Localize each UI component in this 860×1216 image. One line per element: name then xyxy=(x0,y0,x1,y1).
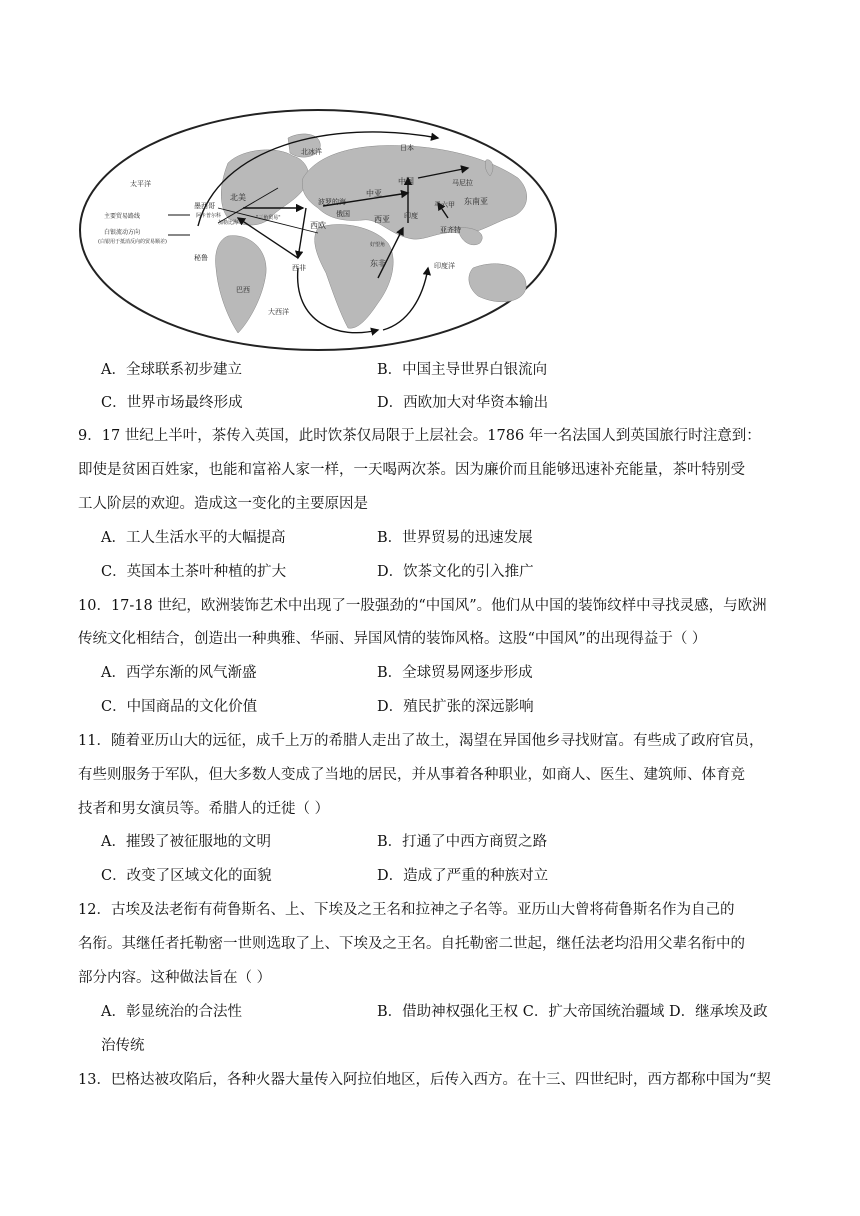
label-caribbean: 加勒比海 xyxy=(218,220,239,226)
q9-stem-line-1: 9．17 世纪上半叶，茶传入英国，此时饮茶仅局限于上层社会。1786 年一名法国人到英国旅行时注意到： xyxy=(78,428,761,444)
label-peru: 秘鲁 xyxy=(194,254,208,262)
q11-stem-line-1: 11．随着亚历山大的远征，成千上万的希腊人走出了故土，渴望在异国他乡寻找财富。有些成了政府官员， xyxy=(78,733,764,749)
label-southeast-asia: 东南亚 xyxy=(464,197,488,206)
label-mexico: 墨西哥 xyxy=(194,202,215,210)
label-brazil: 巴西 xyxy=(236,286,250,294)
q9-option-b: B．世界贸易的迅速发展 xyxy=(377,530,533,546)
q11-option-b: B．打通了中西方商贸之路 xyxy=(377,834,548,850)
q12-stem-line-3: 部分内容。这种做法旨在（ ） xyxy=(78,970,272,986)
legend-silver-note: (白银用于抵消反向的贸易顺差) xyxy=(98,239,167,245)
label-russia: 俄国 xyxy=(336,210,350,218)
label-jakarta: 亚齐特 xyxy=(440,226,461,234)
label-china: 中国 xyxy=(398,177,414,186)
q13-stem-line-1: 13．巴格达被攻陷后，各种火器大量传入阿拉伯地区，后传入西方。在十三、四世纪时，西方都称中国为“契 xyxy=(78,1072,771,1088)
label-manila: 马尼拉 xyxy=(452,179,473,187)
q8-option-b: B．中国主导世界白银流向 xyxy=(377,362,548,378)
label-west-europe: 西欧 xyxy=(310,221,326,230)
q10-option-b: B．全球贸易网逐步形成 xyxy=(377,665,533,681)
q8-option-d: D．西欧加大对华资本输出 xyxy=(377,395,549,411)
q10-option-d: D．殖民扩张的深远影响 xyxy=(377,699,534,715)
label-cape: 好望角 xyxy=(370,242,386,248)
label-triangle: "三角贸易" xyxy=(256,215,281,221)
q9-option-c: C．英国本土茶叶种植的扩大 xyxy=(101,564,287,580)
q11-option-c: C．改变了区域文化的面貌 xyxy=(101,868,272,884)
q12-option-d-continuation: 治传统 xyxy=(101,1038,145,1054)
q12-option-a: A．彰显统治的合法性 xyxy=(101,1004,242,1020)
q9-option-a: A．工人生活水平的大幅提高 xyxy=(101,530,286,546)
q11-stem-line-2: 有些则服务于军队，但大多数人变成了当地的居民，并从事着各种职业，如商人、医生、建筑师、体育竞 xyxy=(78,767,745,783)
label-indian: 印度洋 xyxy=(434,262,455,270)
q11-stem-line-3: 技者和男女演员等。希腊人的迁徙（ ） xyxy=(78,801,330,817)
world-trade-map xyxy=(78,108,558,352)
q9-stem-line-3: 工人阶层的欢迎。造成这一变化的主要原因是 xyxy=(78,496,368,512)
q10-stem-line-2: 传统文化相结合，创造出一种典雅、华丽、异国风情的装饰风格。这股“中国风”的出现得益于（ ） xyxy=(78,631,707,647)
q9-option-d: D．饮茶文化的引入推广 xyxy=(377,564,534,580)
label-north-america: 北美 xyxy=(230,193,246,202)
label-east-africa: 东非 xyxy=(370,259,386,268)
q12-stem-line-1: 12．古埃及法老衔有荷鲁斯名、上、下埃及之王名和拉神之子名等。亚历山大曾将荷鲁斯名作为自己的 xyxy=(78,902,735,918)
label-arctic: 北冰洋 xyxy=(301,148,322,156)
legend-main-route: 主要贸易路线 xyxy=(104,213,141,220)
label-baltic: 波罗的海 xyxy=(318,198,346,206)
label-atlantic: 大西洋 xyxy=(268,308,289,316)
label-west-africa: 西非 xyxy=(292,264,306,272)
q9-stem-line-2: 即使是贫困百姓家，也能和富裕人家一样，一天喝两次茶。因为廉价而且能够迅速补充能量，茶叶特别受 xyxy=(78,462,745,478)
label-pacific: 太平洋 xyxy=(130,180,151,188)
q8-option-a: A．全球联系初步建立 xyxy=(101,362,242,378)
q10-option-a: A．西学东渐的风气渐盛 xyxy=(101,665,257,681)
q12-option-bcd: B．借助神权强化王权 C．扩大帝国统治疆域 D．继承埃及政 xyxy=(377,1004,768,1020)
legend-silver-flow: 白银流动方向 xyxy=(104,229,141,236)
label-west-asia: 西亚 xyxy=(374,215,390,224)
label-central-asia: 中亚 xyxy=(366,189,382,198)
q11-option-d: D．造成了严重的种族对立 xyxy=(377,868,549,884)
q11-option-a: A．摧毁了被征服地的文明 xyxy=(101,834,271,850)
label-japan: 日本 xyxy=(400,144,414,152)
q10-option-c: C．中国商品的文化价值 xyxy=(101,699,258,715)
q12-stem-line-2: 名衔。其继任者托勒密一世则选取了上、下埃及之王名。自托勒密二世起，继任法老均沿用父辈名衔中的 xyxy=(78,936,745,952)
q8-option-c: C．世界市场最终形成 xyxy=(101,395,243,411)
label-acapulco: 阿卡普尔科 xyxy=(196,213,222,219)
label-india: 印度 xyxy=(404,212,418,220)
q10-stem-line-1: 10．17-18 世纪，欧洲装饰艺术中出现了一股强劲的“中国风”。他们从中国的装饰纹样中寻找灵感，与欧洲 xyxy=(78,598,767,614)
label-malacca: 马六甲 xyxy=(434,201,455,209)
